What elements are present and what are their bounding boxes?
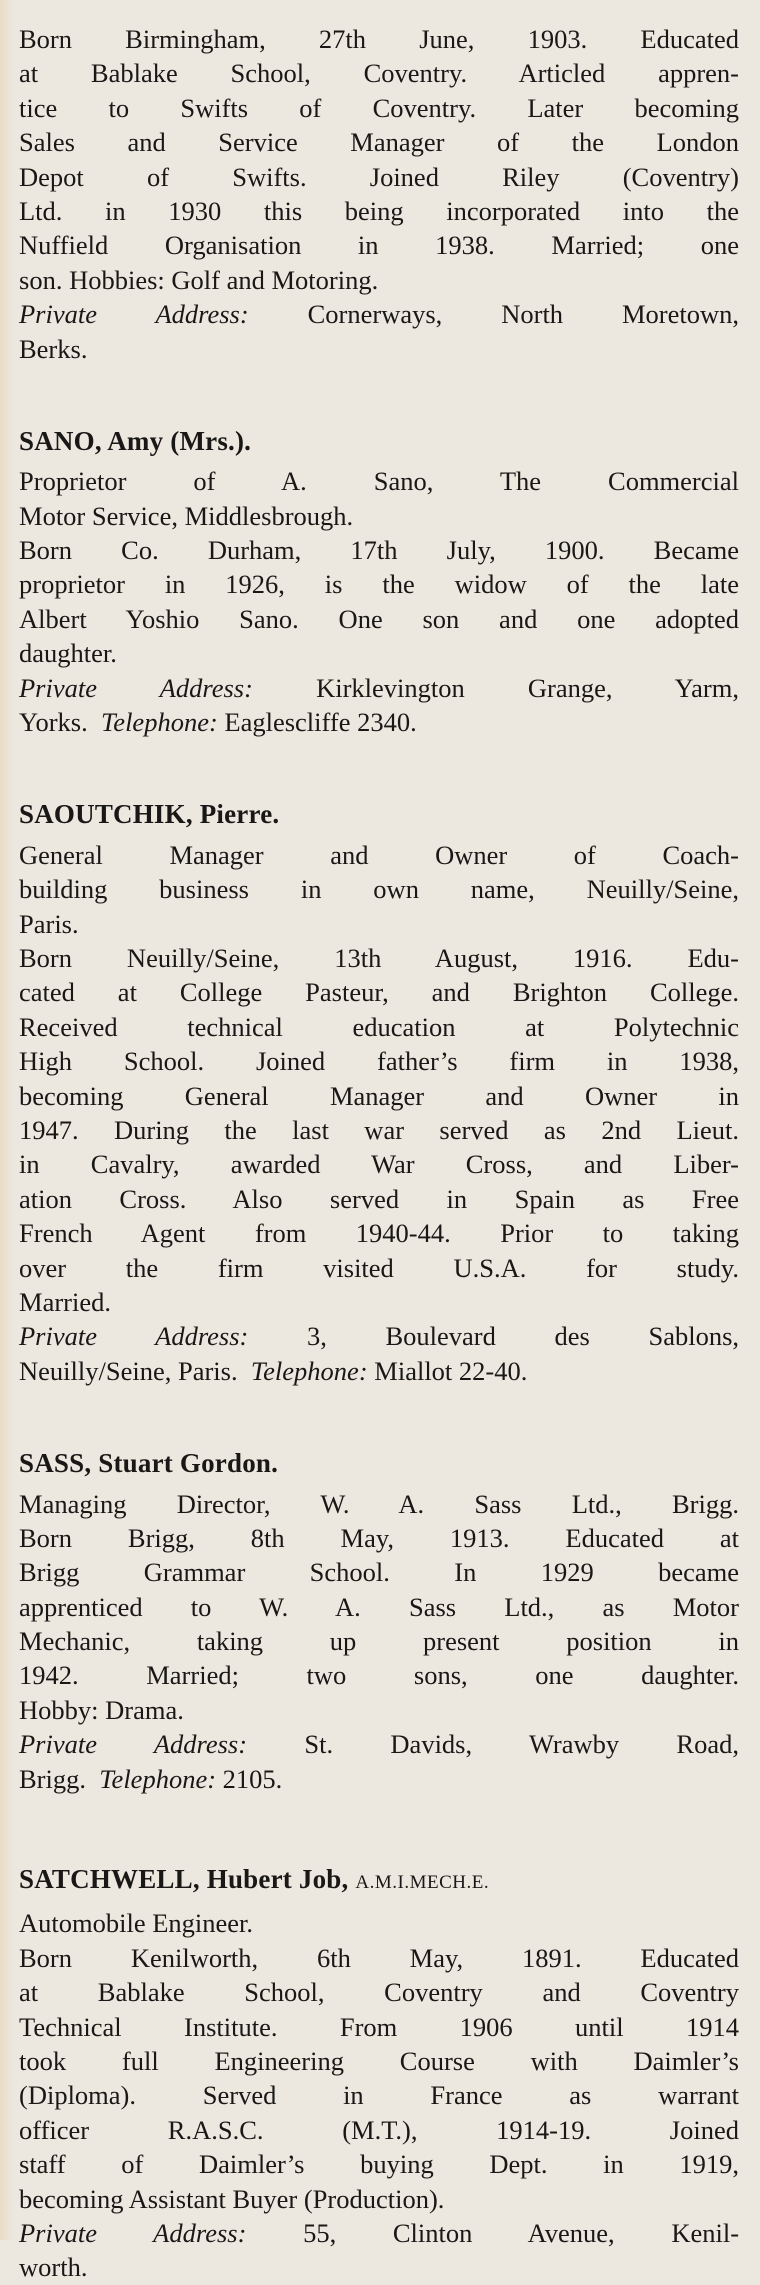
address-value: 3, Boulevard des Sablons, xyxy=(307,1321,740,1352)
address-line xyxy=(19,1354,739,1388)
address-value: Kirklevington Grange, Yarm, xyxy=(316,672,739,703)
address-value: St. Davids, Wrawby Road, xyxy=(304,1729,739,1760)
entry-line: in Cavalry, awarded War Cross, and Liber- xyxy=(19,1149,739,1180)
telephone-label: Telephone: xyxy=(250,1355,368,1386)
entry-line: Technical Institute. From 1906 until 1914 xyxy=(19,2011,739,2042)
directory-page xyxy=(19,22,739,2285)
address-line xyxy=(19,2216,739,2250)
entry-line: Born Co. Durham, 17th July, 1900. Became xyxy=(19,535,739,566)
entry-line: staff of Daimler’s buying Dept. in 1919, xyxy=(19,2149,739,2180)
entry-line: Mechanic, taking up present position in xyxy=(19,1626,739,1657)
address-line xyxy=(19,1319,739,1353)
entry-line: Motor Service, Middlesbrough. xyxy=(19,500,354,531)
entry-line: Born Neuilly/Seine, 13th August, 1916. Edu- xyxy=(19,943,739,974)
entry-line: Paris. xyxy=(19,908,79,939)
address-value: Neuilly/Seine, Paris. xyxy=(19,1355,238,1386)
address-line xyxy=(19,332,739,366)
entry-line: Brigg Grammar School. In 1929 became xyxy=(19,1557,739,1588)
entry-line: Depot of Swifts. Joined Riley (Coventry) xyxy=(19,161,739,192)
page-edge-shadow xyxy=(0,0,14,2240)
entry-line: Proprietor of A. Sano, The Commercial xyxy=(19,466,739,497)
address-value: worth. xyxy=(19,2252,88,2283)
address-line xyxy=(19,705,739,739)
address-line xyxy=(19,2250,739,2284)
address-value: Brigg. xyxy=(19,1763,86,1794)
entry-line: building business in own name, Neuilly/Seine, xyxy=(19,874,739,905)
address-value: Yorks. xyxy=(19,707,88,738)
telephone-value: 2105. xyxy=(222,1763,283,1794)
entry-line: Albert Yoshio Sano. One son and one adopted xyxy=(19,603,739,634)
address-label: Private Address: xyxy=(19,1321,249,1352)
address-label: Private Address: xyxy=(19,1729,248,1760)
entry-line: apprenticed to W. A. Sass Ltd., as Motor xyxy=(19,1591,739,1622)
entry-line: 1947. During the last war served as 2nd Lieut. xyxy=(19,1114,739,1145)
entry-line: at Bablake School, Coventry. Articled appren- xyxy=(19,58,739,89)
address-label: Private Address: xyxy=(19,2217,247,2248)
address-value: 55, Clinton Avenue, Kenil- xyxy=(303,2217,740,2248)
entry-line: High School. Joined father’s firm in 1938, xyxy=(19,1046,739,1077)
address-label: Private Address: xyxy=(19,672,253,703)
entry-heading: SAOUTCHIK, Pierre. xyxy=(19,799,280,830)
entry-line: daughter. xyxy=(19,638,117,669)
entry-line: Automobile Engineer. xyxy=(19,1908,254,1939)
entry-line: cated at College Pasteur, and Brighton College. xyxy=(19,977,739,1008)
entry-heading-qualification: A.M.I.MECH.E. xyxy=(355,1872,490,1894)
entry-line: Nuffield Organisation in 1938. Married; one xyxy=(19,230,739,261)
entry-line: Managing Director, W. A. Sass Ltd., Brigg. xyxy=(19,1488,739,1519)
entry-line: (Diploma). Served in France as warrant xyxy=(19,2080,739,2111)
address-line xyxy=(19,1762,739,1796)
address-line xyxy=(19,297,739,331)
entry-line: son. Hobbies: Golf and Motoring. xyxy=(19,264,379,295)
entry-heading-name: SATCHWELL, Hubert Job, xyxy=(19,1864,349,1895)
entry-line: Hobby: Drama. xyxy=(19,1694,184,1725)
entry-heading: SANO, Amy (Mrs.). xyxy=(19,425,252,456)
telephone-label: Telephone: xyxy=(99,1763,217,1794)
address-line xyxy=(19,1727,739,1761)
entry-line: proprietor in 1926, is the widow of the late xyxy=(19,569,739,600)
telephone-value: Eaglescliffe 2340. xyxy=(224,707,417,738)
entry-line: General Manager and Owner of Coach- xyxy=(19,839,739,870)
entry-line: over the firm visited U.S.A. for study. xyxy=(19,1252,739,1283)
address-line xyxy=(19,671,739,705)
address-label: Private Address: xyxy=(19,299,249,330)
entry-line: tice to Swifts of Coventry. Later becoming xyxy=(19,92,739,123)
directory-entry-continued xyxy=(19,22,739,366)
entry-line: Sales and Service Manager of the London xyxy=(19,127,739,158)
address-value: Cornerways, North Moretown, xyxy=(307,299,740,330)
directory-entry-satchwell xyxy=(19,1862,739,2285)
directory-entry-saoutchik xyxy=(19,797,739,1388)
entry-heading: SASS, Stuart Gordon. xyxy=(19,1448,279,1479)
entry-line: at Bablake School, Coventry and Coventry xyxy=(19,1977,739,2008)
entry-heading xyxy=(19,1862,739,1900)
directory-entry-sass xyxy=(19,1446,739,1796)
entry-line: Ltd. in 1930 this being incorporated into the xyxy=(19,195,739,226)
entry-line: becoming General Manager and Owner in xyxy=(19,1080,739,1111)
entry-line: becoming Assistant Buyer (Production). xyxy=(19,2183,445,2214)
address-value: Berks. xyxy=(19,333,88,364)
entry-line: ation Cross. Also served in Spain as Free xyxy=(19,1183,739,1214)
entry-line: Born Brigg, 8th May, 1913. Educated at xyxy=(19,1522,739,1553)
entry-line: Married. xyxy=(19,1286,111,1317)
entry-line: Received technical education at Polytechnic xyxy=(19,1011,739,1042)
entry-line: French Agent from 1940-44. Prior to taking xyxy=(19,1218,739,1249)
entry-line: took full Engineering Course with Daimler’s xyxy=(19,2045,739,2076)
entry-line: Born Kenilworth, 6th May, 1891. Educated xyxy=(19,1942,739,1973)
entry-line: Born Birmingham, 27th June, 1903. Educated xyxy=(19,24,739,54)
directory-entry-sano xyxy=(19,424,739,740)
telephone-label: Telephone: xyxy=(101,707,218,738)
telephone-value: Miallot 22-40. xyxy=(374,1355,528,1386)
entry-line: 1942. Married; two sons, one daughter. xyxy=(19,1660,739,1691)
entry-line: officer R.A.S.C. (M.T.), 1914-19. Joined xyxy=(19,2114,739,2145)
